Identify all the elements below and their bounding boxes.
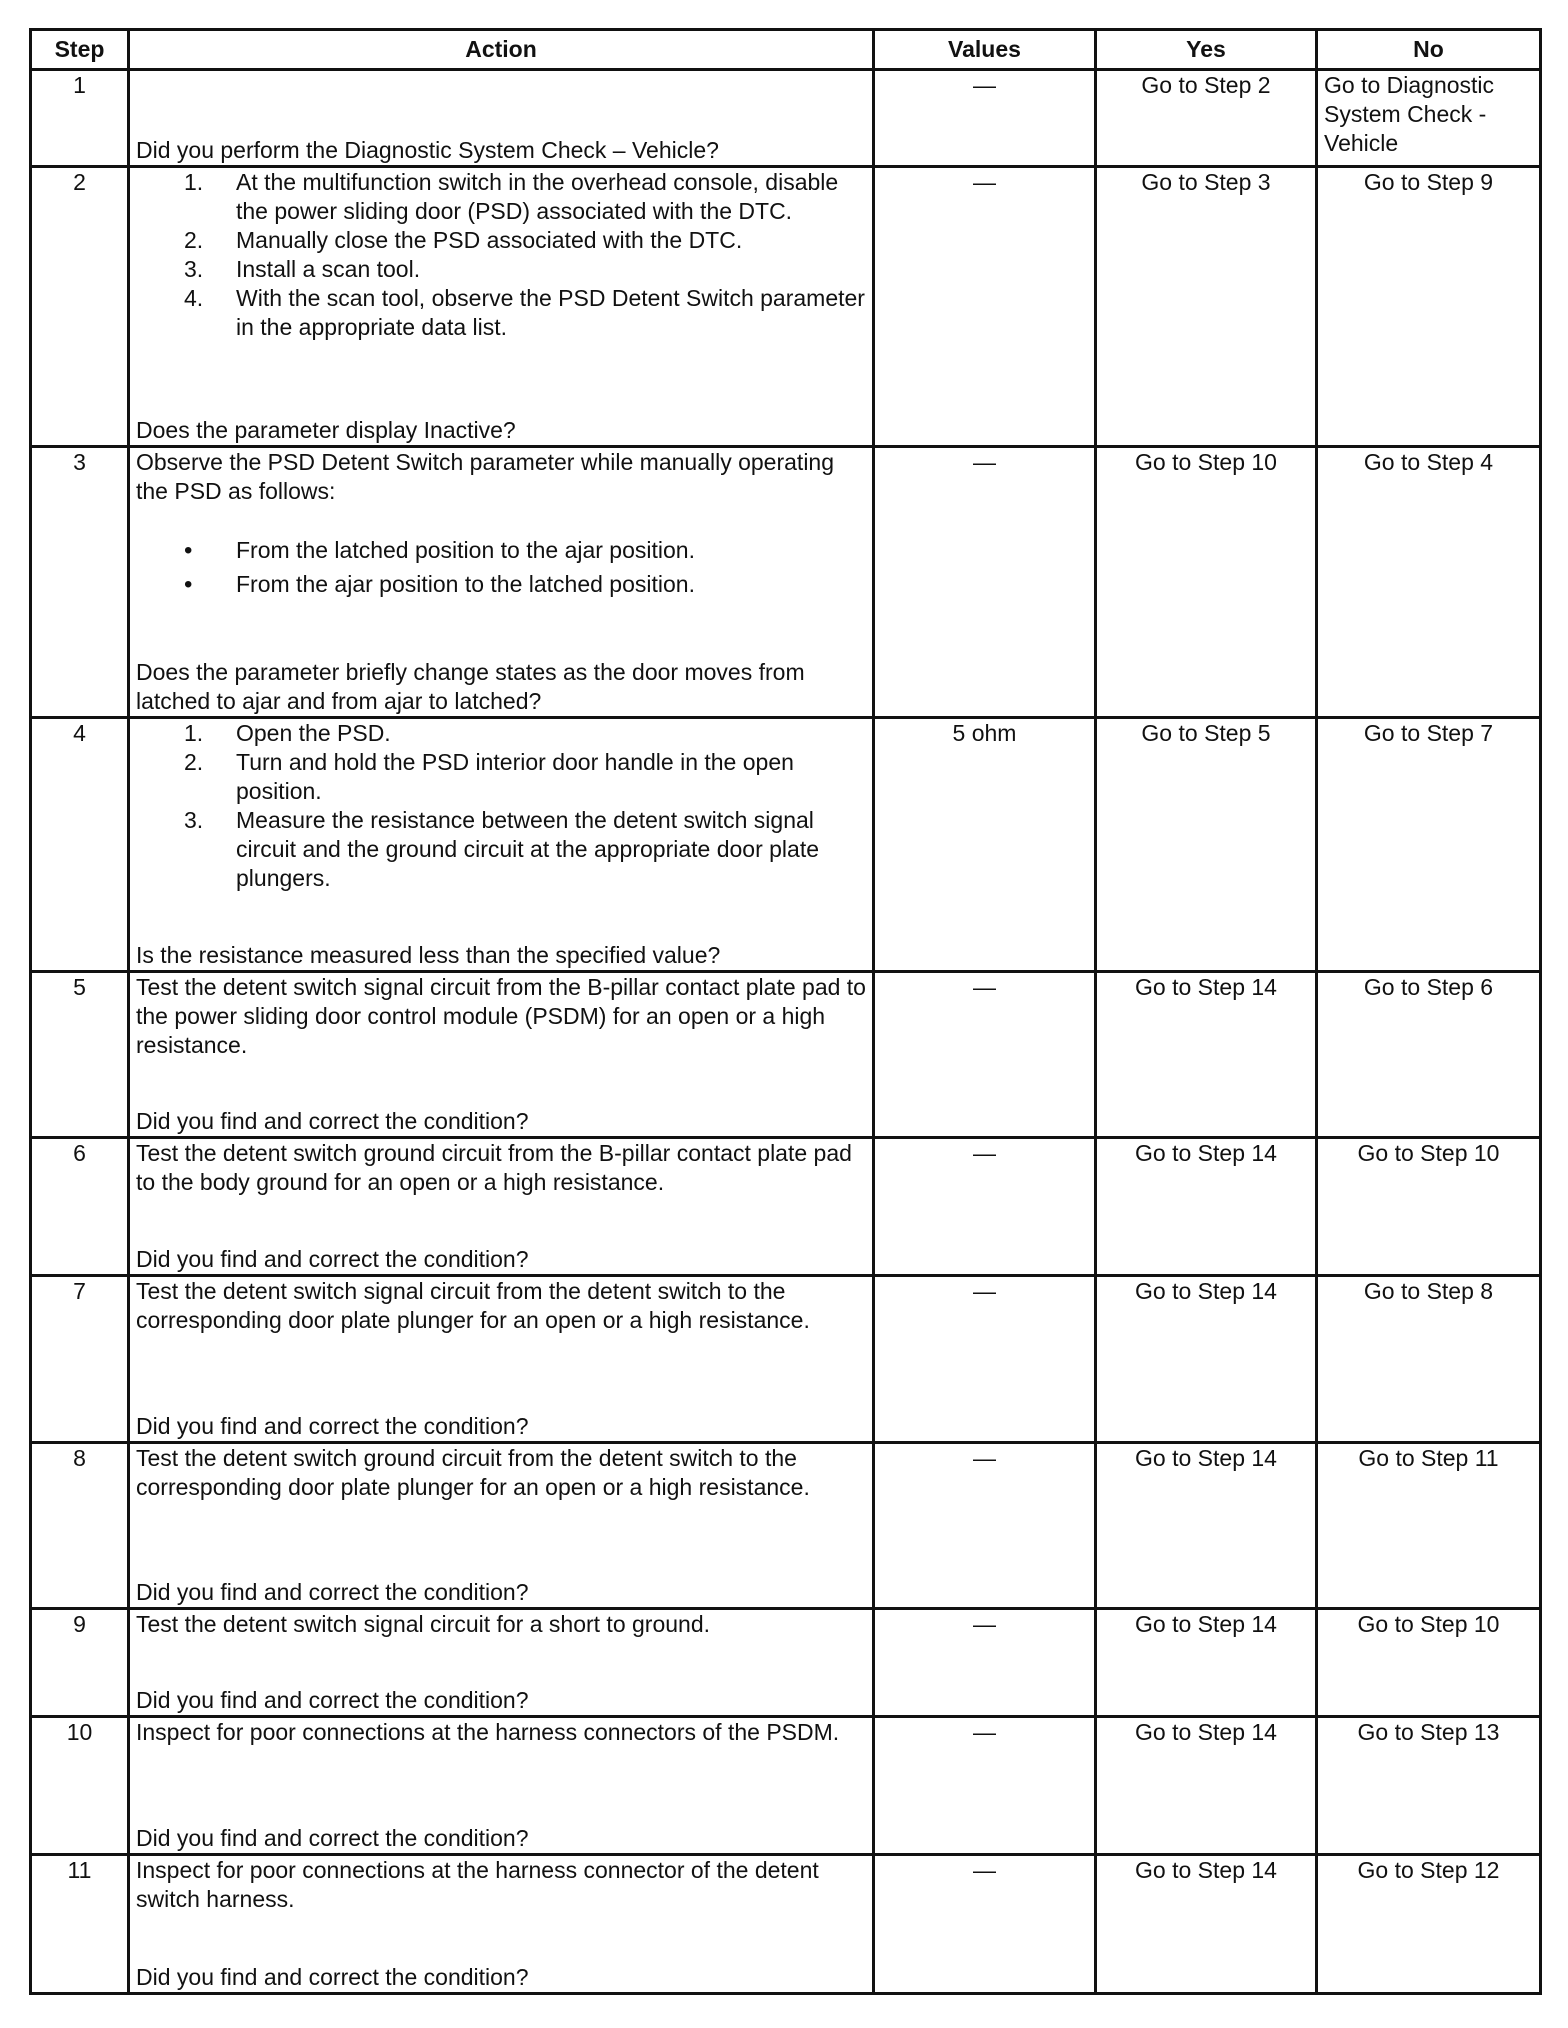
- yes-cell: Go to Step 14: [1096, 972, 1317, 1138]
- yes-cell: Go to Step 14: [1096, 1138, 1317, 1276]
- step-number: 7: [31, 1276, 129, 1443]
- step-number: 4: [31, 718, 129, 972]
- action-instructions: [136, 1856, 866, 1914]
- action-question: Did you find and correct the condition?: [136, 1687, 529, 1713]
- table-row: [31, 718, 1541, 972]
- spacer: [136, 506, 866, 536]
- action-content: [136, 71, 866, 165]
- numbered-step: With the scan tool, observe the PSD Detent Switch parameter in the appropriate data list.: [236, 285, 865, 340]
- no-cell: Go to Step 13: [1317, 1717, 1541, 1855]
- no-cell: Go to Step 10: [1317, 1138, 1541, 1276]
- diagnostic-table: [29, 28, 1542, 1995]
- numbered-step: At the multifunction switch in the overhead console, disable the power sliding door (PSD) associated with the DTC.: [236, 169, 839, 224]
- value-cell: —: [874, 1855, 1096, 1994]
- yes-cell: Go to Step 3: [1096, 167, 1317, 447]
- action-intro: Observe the PSD Detent Switch parameter while manually operating the PSD as follows:: [136, 449, 835, 504]
- action-cell: [129, 972, 874, 1138]
- step-number: 3: [31, 447, 129, 718]
- action-cell: [129, 1609, 874, 1717]
- action-instructions: [136, 1444, 866, 1502]
- table-row: [31, 1717, 1541, 1855]
- yes-cell: Go to Step 14: [1096, 1276, 1317, 1443]
- action-question: Did you find and correct the condition?: [136, 1413, 529, 1439]
- no-cell: Go to Step 11: [1317, 1443, 1541, 1609]
- step-number: 6: [31, 1138, 129, 1276]
- step-number: 5: [31, 972, 129, 1138]
- action-instructions: [136, 1610, 866, 1639]
- value-cell: —: [874, 1276, 1096, 1443]
- step-number: 11: [31, 1855, 129, 1994]
- header-action: Action: [129, 30, 874, 70]
- bullet-item: • From the latched position to the ajar position.: [236, 536, 866, 565]
- table-row: [31, 167, 1541, 447]
- table-row: [31, 1609, 1541, 1717]
- action-intro: Test the detent switch ground circuit from the B-pillar contact plate pad to the body ground for an open or a high resistance.: [136, 1140, 852, 1195]
- action-cell: [129, 1717, 874, 1855]
- action-question: Did you find and correct the condition?: [136, 1825, 529, 1851]
- action-intro: Inspect for poor connections at the harness connector of the detent switch harness.: [136, 1857, 819, 1912]
- action-content: [136, 1139, 866, 1274]
- action-content: [136, 1277, 866, 1441]
- no-cell: Go to Step 12: [1317, 1855, 1541, 1994]
- table-row: [31, 1855, 1541, 1994]
- action-instructions: [136, 1277, 866, 1335]
- value-cell: —: [874, 1443, 1096, 1609]
- value-cell: —: [874, 447, 1096, 718]
- action-question: Did you find and correct the condition?: [136, 1964, 529, 1990]
- yes-cell: Go to Step 14: [1096, 1717, 1317, 1855]
- numbered-step: Measure the resistance between the detent switch signal circuit and the ground circuit at the appropriate door plate plungers.: [236, 807, 820, 891]
- step-number: 1: [31, 70, 129, 167]
- table-row: [31, 447, 1541, 718]
- action-instructions: [136, 973, 866, 1060]
- action-cell: [129, 167, 874, 447]
- action-question: Is the resistance measured less than the specified value?: [136, 942, 721, 968]
- action-cell: [129, 70, 874, 167]
- no-cell: Go to Step 4: [1317, 447, 1541, 718]
- action-content: [136, 719, 866, 970]
- value-cell: —: [874, 1717, 1096, 1855]
- table-row: [31, 972, 1541, 1138]
- value-cell: —: [874, 1609, 1096, 1717]
- action-question: Did you perform the Diagnostic System Check – Vehicle?: [136, 137, 719, 163]
- action-cell: [129, 1138, 874, 1276]
- numbered-step: Manually close the PSD associated with the DTC.: [236, 227, 743, 253]
- value-cell: —: [874, 1138, 1096, 1276]
- yes-cell: Go to Step 10: [1096, 447, 1317, 718]
- action-question: Does the parameter briefly change states as the door moves from latched to ajar and from ajar to latched?: [136, 659, 805, 714]
- action-instructions: [136, 448, 866, 604]
- yes-cell: Go to Step 14: [1096, 1443, 1317, 1609]
- action-cell: [129, 718, 874, 972]
- value-cell: 5 ohm: [874, 718, 1096, 972]
- value-cell: —: [874, 70, 1096, 167]
- action-intro: Inspect for poor connections at the harness connectors of the PSDM.: [136, 1719, 840, 1745]
- yes-cell: Go to Step 5: [1096, 718, 1317, 972]
- action-cell: [129, 1443, 874, 1609]
- value-cell: —: [874, 972, 1096, 1138]
- action-content: [136, 1444, 866, 1607]
- action-content: [136, 1718, 866, 1853]
- numbered-step: Install a scan tool.: [236, 256, 421, 282]
- action-question: Did you find and correct the condition?: [136, 1108, 529, 1134]
- no-cell: Go to Diagnostic System Check - Vehicle: [1317, 70, 1541, 167]
- numbered-step: Turn and hold the PSD interior door handle in the open position.: [236, 749, 794, 804]
- no-cell: Go to Step 7: [1317, 718, 1541, 972]
- action-content: [136, 1856, 866, 1992]
- action-cell: [129, 1855, 874, 1994]
- step-number: 2: [31, 167, 129, 447]
- header-yes: Yes: [1096, 30, 1317, 70]
- step-number: 8: [31, 1443, 129, 1609]
- table-row: [31, 1276, 1541, 1443]
- yes-cell: Go to Step 14: [1096, 1855, 1317, 1994]
- yes-cell: Go to Step 2: [1096, 70, 1317, 167]
- table-row: [31, 70, 1541, 167]
- action-content: [136, 1610, 866, 1715]
- action-content: [136, 448, 866, 716]
- table-row: [31, 1443, 1541, 1609]
- action-cell: [129, 447, 874, 718]
- bullet-item: • From the ajar position to the latched position.: [236, 570, 866, 599]
- action-content: [136, 168, 866, 445]
- yes-cell: Go to Step 14: [1096, 1609, 1317, 1717]
- step-number: 9: [31, 1609, 129, 1717]
- numbered-step: Open the PSD.: [236, 720, 391, 746]
- header-row: [31, 30, 1541, 70]
- action-question: Does the parameter display Inactive?: [136, 417, 516, 443]
- action-intro: Test the detent switch signal circuit from the detent switch to the corresponding door plate plunger for an open or a high resistance.: [136, 1278, 810, 1333]
- bullet-list: [136, 536, 866, 599]
- action-intro: Test the detent switch signal circuit for a short to ground.: [136, 1611, 711, 1637]
- table-row: [31, 1138, 1541, 1276]
- action-instructions: [136, 1718, 866, 1747]
- step-number: 10: [31, 1717, 129, 1855]
- action-cell: [129, 1276, 874, 1443]
- action-question: Did you find and correct the condition?: [136, 1579, 529, 1605]
- action-question: Did you find and correct the condition?: [136, 1246, 529, 1272]
- action-instructions: [136, 719, 866, 893]
- no-cell: Go to Step 9: [1317, 167, 1541, 447]
- no-cell: Go to Step 8: [1317, 1276, 1541, 1443]
- header-no: No: [1317, 30, 1541, 70]
- header-values: Values: [874, 30, 1096, 70]
- action-intro: Test the detent switch ground circuit from the detent switch to the corresponding door plate plunger for an open or a high resistance.: [136, 1445, 810, 1500]
- no-cell: Go to Step 6: [1317, 972, 1541, 1138]
- action-intro: Test the detent switch signal circuit from the B-pillar contact plate pad to the power sliding door control module (PSDM) for an open or a high resistance.: [136, 974, 866, 1058]
- numbered-steps: [136, 719, 866, 893]
- action-content: [136, 973, 866, 1136]
- action-instructions: [136, 1139, 866, 1197]
- no-cell: Go to Step 10: [1317, 1609, 1541, 1717]
- action-instructions: [136, 168, 866, 342]
- value-cell: —: [874, 167, 1096, 447]
- numbered-steps: [136, 168, 866, 342]
- header-step: Step: [31, 30, 129, 70]
